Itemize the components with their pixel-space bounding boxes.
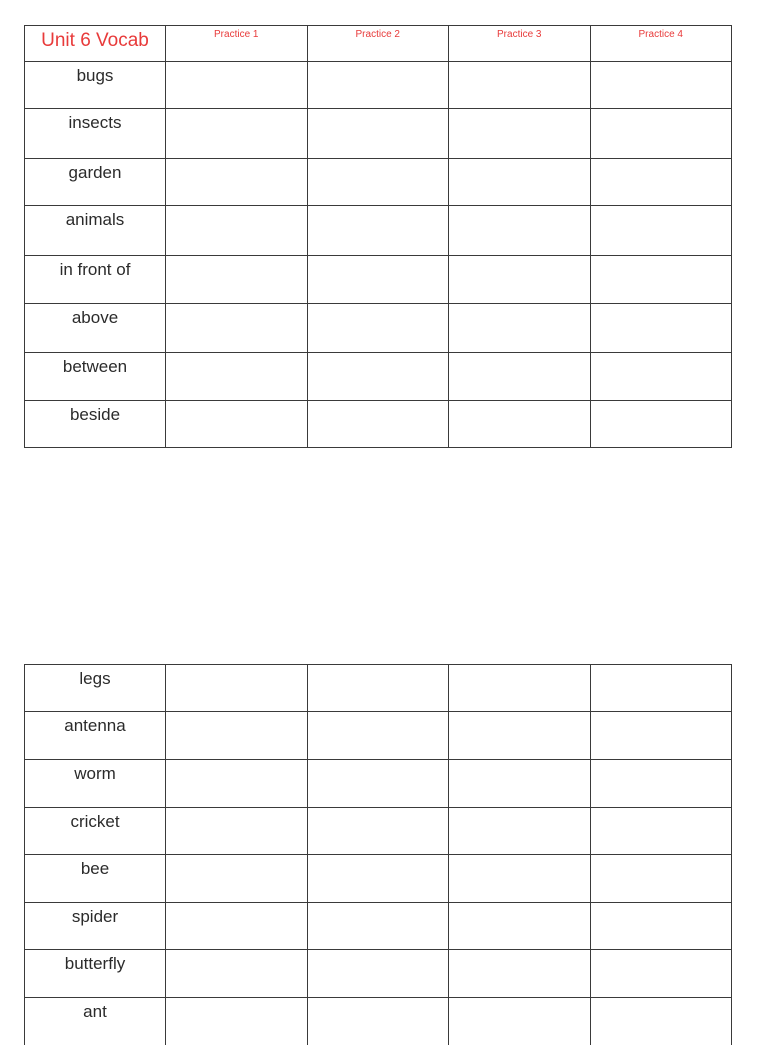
- practice-cell: [449, 159, 591, 206]
- practice-cell: [166, 256, 308, 304]
- table-row: [25, 109, 732, 159]
- practice-cell: [449, 401, 591, 448]
- vocab-word: between: [25, 353, 166, 401]
- practice-cell: [590, 950, 732, 998]
- practice-cell: [307, 903, 449, 950]
- practice-cell: [590, 998, 732, 1045]
- practice-cell: [307, 712, 449, 760]
- vocab-table-top: [24, 25, 732, 448]
- practice-cell: [166, 109, 308, 159]
- practice-cell: [166, 998, 308, 1045]
- practice-cell: [590, 760, 732, 808]
- vocab-word: ant: [25, 998, 166, 1045]
- practice-cell: [590, 304, 732, 353]
- practice-cell: [307, 256, 449, 304]
- vocab-word: beside: [25, 401, 166, 448]
- practice-cell: [166, 353, 308, 401]
- practice-cell: [166, 903, 308, 950]
- practice-cell: [449, 855, 591, 903]
- practice-cell: [166, 760, 308, 808]
- table-row: [25, 665, 732, 712]
- practice-cell: [307, 159, 449, 206]
- vocab-word: bee: [25, 855, 166, 903]
- practice-cell: [307, 950, 449, 998]
- vocab-word: butterfly: [25, 950, 166, 998]
- practice-cell: [166, 712, 308, 760]
- table-row: [25, 712, 732, 760]
- vocab-word: worm: [25, 760, 166, 808]
- practice-cell: [590, 712, 732, 760]
- table-row: [25, 903, 732, 950]
- practice-cell: [590, 903, 732, 950]
- practice-cell: [590, 206, 732, 256]
- table-row: [25, 353, 732, 401]
- practice-cell: [590, 109, 732, 159]
- vocab-word: insects: [25, 109, 166, 159]
- practice-cell: [449, 206, 591, 256]
- practice-cell: [449, 665, 591, 712]
- practice-cell: [166, 950, 308, 998]
- practice-cell: [449, 353, 591, 401]
- practice-cell: [166, 401, 308, 448]
- practice-cell: [166, 808, 308, 855]
- practice-cell: [307, 665, 449, 712]
- practice-1-header: Practice 1: [166, 26, 308, 62]
- vocab-word: cricket: [25, 808, 166, 855]
- practice-cell: [590, 256, 732, 304]
- practice-cell: [449, 62, 591, 109]
- practice-cell: [449, 304, 591, 353]
- practice-cell: [166, 62, 308, 109]
- practice-cell: [307, 808, 449, 855]
- practice-cell: [449, 808, 591, 855]
- practice-2-header: Practice 2: [307, 26, 449, 62]
- table-row: [25, 855, 732, 903]
- practice-cell: [166, 665, 308, 712]
- practice-cell: [307, 62, 449, 109]
- table-row: [25, 62, 732, 109]
- table-row: [25, 206, 732, 256]
- table-title: Unit 6 Vocab: [25, 26, 166, 62]
- practice-cell: [166, 206, 308, 256]
- practice-cell: [166, 855, 308, 903]
- vocab-word: antenna: [25, 712, 166, 760]
- practice-cell: [449, 760, 591, 808]
- vocab-table-bottom: [24, 664, 732, 1045]
- practice-cell: [166, 159, 308, 206]
- table-row: [25, 401, 732, 448]
- table-row: [25, 998, 732, 1045]
- practice-3-header: Practice 3: [449, 26, 591, 62]
- vocab-word: bugs: [25, 62, 166, 109]
- table-row: [25, 760, 732, 808]
- practice-cell: [449, 109, 591, 159]
- practice-cell: [449, 903, 591, 950]
- vocab-word: animals: [25, 206, 166, 256]
- table-row: [25, 950, 732, 998]
- practice-cell: [166, 304, 308, 353]
- practice-cell: [307, 353, 449, 401]
- practice-cell: [590, 808, 732, 855]
- practice-cell: [307, 206, 449, 256]
- vocab-word: garden: [25, 159, 166, 206]
- practice-4-header: Practice 4: [590, 26, 732, 62]
- table-row: [25, 808, 732, 855]
- practice-cell: [449, 256, 591, 304]
- vocab-word: above: [25, 304, 166, 353]
- vocab-word: in front of: [25, 256, 166, 304]
- practice-cell: [449, 998, 591, 1045]
- practice-cell: [307, 109, 449, 159]
- practice-cell: [590, 665, 732, 712]
- practice-cell: [307, 998, 449, 1045]
- practice-cell: [590, 401, 732, 448]
- practice-cell: [449, 950, 591, 998]
- practice-cell: [590, 855, 732, 903]
- table-row: [25, 256, 732, 304]
- vocab-word: legs: [25, 665, 166, 712]
- practice-cell: [307, 401, 449, 448]
- table-row: [25, 159, 732, 206]
- practice-cell: [307, 855, 449, 903]
- practice-cell: [590, 62, 732, 109]
- table-row: [25, 304, 732, 353]
- header-row: [25, 26, 732, 62]
- practice-cell: [307, 304, 449, 353]
- practice-cell: [590, 353, 732, 401]
- vocab-word: spider: [25, 903, 166, 950]
- practice-cell: [307, 760, 449, 808]
- practice-cell: [590, 159, 732, 206]
- practice-cell: [449, 712, 591, 760]
